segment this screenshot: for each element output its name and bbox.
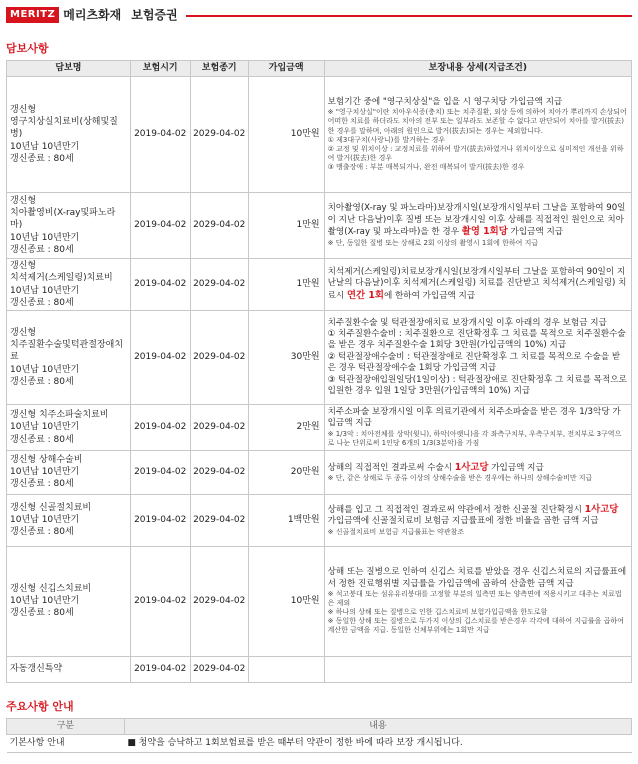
coverage-amount: 1만원 (248, 259, 324, 311)
coverage-name-line: 10년납 10년만기 (10, 364, 80, 375)
notice-header-row (7, 719, 632, 735)
coverage-name-line: 10년납 10년만기 (10, 285, 80, 296)
detail-note: ※ 단, 동일한 질병 또는 상해로 2회 이상의 촬영시 1회에 한하여 지급 (327, 238, 539, 247)
coverage-detail (324, 405, 631, 451)
coverage-name-line: 10년납 10년만기 (10, 232, 80, 243)
detail-note: ※ "영구치상실"이란 치아우식증(충치) 또는 치주질환, 외상 등에 의하여 치아가 뿌리까지 손상되어 어떠한 치료를 하더라도 치아의 전부 또는 일부라도 보존할 수 없다고 판단되어 치아를 발거(拔去)한 경우를 말하며, 아래의 원인으로 발거(拔去)되는 경우는 제외합니다. (327, 108, 627, 135)
coverage-name-line: 갱신종료 : 80세 (10, 479, 74, 490)
detail-note: ※ 석고붕대 또는 섬유유리붕대를 고정할 부분의 일측면 또는 양측면에 적용시키고 대주는 치료법은 제외 (327, 589, 622, 608)
coverage-start-date: 2019-04-02 (130, 450, 190, 494)
coverage-name-line: 갱신형 치주소파술치료비 (10, 410, 109, 421)
coverage-detail (324, 656, 631, 682)
coverage-table (6, 60, 632, 683)
coverage-name-line: 10년납 10년만기 (10, 141, 80, 152)
coverage-name (7, 546, 131, 656)
detail-text: 상해 또는 질병으로 인하여 신깁스 치료를 받았을 경우 신깁스치료의 지급률표에서 정한 진료행위별 지급률을 가입금액에 곱하여 산출한 금액 지급 (327, 567, 627, 589)
coverage-end-date: 2029-04-02 (190, 259, 248, 311)
coverage-row (7, 259, 632, 311)
coverage-start-date: 2019-04-02 (130, 656, 190, 682)
coverage-start-date: 2019-04-02 (130, 494, 190, 546)
coverage-row (7, 656, 632, 682)
coverage-row (7, 77, 632, 193)
detail-text: 보험기간 중에 "영구치상실"을 입을 시 영구치당 가입금액 지급 (327, 97, 563, 107)
coverage-section-title: 담보사항 (6, 42, 49, 55)
coverage-start-date: 2019-04-02 (130, 193, 190, 259)
coverage-amount: 20만원 (248, 450, 324, 494)
col-header-start: 보험시기 (130, 61, 190, 77)
coverage-name-line: 갱신종료 : 80세 (10, 434, 74, 445)
coverage-name-line: 치아촬영비(X-ray및파노라마) (10, 208, 116, 231)
detail-highlight: 촬영 1회당 (461, 226, 508, 238)
coverage-start-date: 2019-04-02 (130, 259, 190, 311)
coverage-start-date: 2019-04-02 (130, 405, 190, 451)
col-header-end: 보험종기 (190, 61, 248, 77)
coverage-start-date: 2019-04-02 (130, 546, 190, 656)
coverage-detail (324, 494, 631, 546)
detail-text: 에 한하여 가입금액 지급 (383, 290, 476, 301)
header-divider (186, 15, 632, 17)
detail-text: 가입금액 지급 (488, 462, 544, 473)
coverage-name-line: 갱신종료 : 80세 (10, 153, 74, 164)
coverage-name (7, 450, 131, 494)
detail-text: 상해의 직접적인 결과로써 수술시 (327, 462, 455, 473)
coverage-row (7, 311, 632, 405)
coverage-end-date: 2029-04-02 (190, 311, 248, 405)
coverage-end-date: 2029-04-02 (190, 77, 248, 193)
coverage-name-line: 갱신형 (10, 328, 37, 339)
detail-highlight: 1사고당 (454, 461, 489, 473)
coverage-name-line: 10년납 10년만기 (10, 422, 80, 433)
coverage-name-line: 갱신형 (10, 105, 37, 116)
detail-paragraph (328, 267, 628, 302)
detail-text: 치주질환수술 및 턱관절장애치료 보장개시일 이후 아래의 경우 보험금 지급 (327, 317, 607, 328)
coverage-name-line: 10년납 10년만기 (10, 467, 80, 478)
coverage-start-date: 2019-04-02 (130, 311, 190, 405)
coverage-name-line: 갱신종료 : 80세 (10, 608, 74, 619)
detail-note: ① 제3대구치(사랑니)를 발거하는 경우 (327, 135, 446, 144)
coverage-name-line: 갱신형 신깁스치료비 (10, 584, 92, 595)
coverage-name-line: 자동갱신특약 (10, 664, 63, 675)
coverage-amount (248, 656, 324, 682)
notice-table (6, 718, 632, 753)
detail-text: 치주소파술 보장개시일 이후 의료기관에서 치주소파술을 받은 경우 1/3악당 가입금액 지급 (327, 407, 621, 429)
detail-note: ※ 신골절치료비 보험금 지급률표는 약관참조 (327, 527, 465, 536)
coverage-name-line: 갱신형 상해수술비 (10, 455, 83, 466)
coverage-detail (324, 259, 631, 311)
coverage-end-date: 2029-04-02 (190, 546, 248, 656)
detail-note: ※ 동일한 상해 또는 질병으로 두가지 이상의 깁스치료를 받은경우 각각에 대하여 지급률을 곱하여 계산한 금액을 지급. 동일한 신체부위에는 1회만 지급 (327, 617, 624, 635)
coverage-amount: 30만원 (248, 311, 324, 405)
coverage-name-line: 치석제거(스케일링)치료비 (10, 273, 113, 284)
coverage-end-date: 2029-04-02 (190, 494, 248, 546)
coverage-name-line: 갱신형 (10, 196, 37, 207)
notice-col-category: 구분 (7, 719, 125, 735)
coverage-name-line: 갱신종료 : 80세 (10, 376, 74, 387)
detail-note: ③ 맹출장애 : 부분 매복되거나, 완전 매복되어 발거(拔去)한 경우 (327, 162, 525, 171)
coverage-name-line: 갱신종료 : 80세 (10, 527, 74, 538)
coverage-start-date: 2019-04-02 (130, 77, 190, 193)
col-header-name: 담보명 (7, 61, 131, 77)
notice-section-title: 주요사항 안내 (6, 700, 74, 713)
coverage-detail (324, 77, 631, 193)
coverage-name (7, 656, 131, 682)
coverage-header-row (7, 61, 632, 77)
coverage-row (7, 494, 632, 546)
coverage-name-line: 갱신형 (10, 261, 37, 272)
coverage-row (7, 405, 632, 451)
coverage-name (7, 77, 131, 193)
detail-highlight: 1사고당 (584, 503, 619, 515)
detail-text: ① 치주질환수술비 : 치주질환으로 진단확정후 그 치료를 목적으로 치주질환수술을 받은 경우 치주질환수술 1회당 3만원(가입금액의 10%) 지급 (327, 329, 626, 351)
detail-note: ② 교정 및 위치이상 : 교정치료를 위하여 발거(拔去)하였거나 위치이상으로 심미적인 개선을 위하여 발거(拔去)한 경우 (327, 144, 624, 162)
detail-text: 치아촬영(X-ray 및 파노라마)보장개시일(보장개시일부터 그날을 포함하여 90일이 지난 다음날)이후 질병 또는 보장개시일 이후 상해를 직접적인 원인으로 치아촬영(X-ray 및 파노라마)을 한 경우 (327, 203, 626, 238)
coverage-name-line: 갱신종료 : 80세 (10, 244, 74, 255)
document-title: 보험증권 (131, 7, 178, 22)
coverage-name (7, 311, 131, 405)
coverage-name (7, 259, 131, 311)
detail-text: ③ 턱관절장애입원일당(1일이상) : 턱관절장애로 진단확정후 그 치료를 목적으로 입원한 경우 입원 1일당 3만원(가입금액의 10%) 지급 (327, 374, 627, 396)
notice-content: ■ 청약을 승낙하고 1회보험료를 받은 때부터 약관이 정한 바에 따라 보장 개시됩니다. (124, 735, 631, 753)
coverage-amount: 2만원 (248, 405, 324, 451)
coverage-detail (324, 546, 631, 656)
detail-paragraph (328, 462, 628, 474)
coverage-name-line: 10년납 10년만기 (10, 515, 80, 526)
detail-text: 가입금액에 신골절치료비 보험금 지급률표에 정한 비율을 곱한 금액 지급 (327, 516, 599, 527)
notice-category: 기본사항 안내 (7, 735, 125, 753)
col-header-detail: 보장내용 상세(지급조건) (324, 61, 631, 77)
coverage-amount: 10만원 (248, 546, 324, 656)
detail-text: 치석제거(스케일링)치료보장개시일(보장개시일부터 그날을 포함하여 90일이 지난날의 다음날)이후 치석제거(스케일링) 치료를 진단받고 치석제거(스케일링) 치료시 (327, 266, 627, 301)
detail-text: 상해를 입고 그 직접적인 결과로써 약관에서 정한 신골절 진단확정시 (327, 504, 585, 515)
coverage-name-line: 갱신종료 : 80세 (10, 297, 74, 308)
coverage-name (7, 405, 131, 451)
coverage-end-date: 2029-04-02 (190, 656, 248, 682)
coverage-end-date: 2029-04-02 (190, 405, 248, 451)
coverage-end-date: 2029-04-02 (190, 193, 248, 259)
detail-paragraph (328, 203, 628, 238)
detail-text: 가입금액 지급 (507, 227, 564, 238)
detail-note: ※ 하나의 상해 또는 질병으로 인한 깁스치료비 보험가입금액을 한도로함 (327, 608, 548, 617)
coverage-name (7, 494, 131, 546)
coverage-row (7, 193, 632, 259)
notice-col-content: 내용 (124, 719, 631, 735)
meritz-logo: MERITZ (6, 7, 59, 23)
notice-row (7, 735, 632, 753)
brand-name: 메리츠화재 (63, 7, 122, 22)
coverage-detail (324, 311, 631, 405)
coverage-detail (324, 193, 631, 259)
coverage-name-line: 영구치상실치료비(상해및질병) (10, 117, 118, 140)
page-header (6, 4, 632, 26)
coverage-amount: 10만원 (248, 77, 324, 193)
coverage-row (7, 450, 632, 494)
coverage-name (7, 193, 131, 259)
detail-text: ② 턱관절장애수술비 : 턱관절장애로 진단확정후 그 치료를 목적으로 수술을 받은 경우 턱관절장애수술 1회당 가입금액 지급 (327, 351, 621, 374)
coverage-row (7, 546, 632, 656)
coverage-end-date: 2029-04-02 (190, 450, 248, 494)
coverage-name-line: 10년납 10년만기 (10, 596, 80, 607)
detail-note: ※ 1/3악 : 치아전체를 상악(윗니), 하악(아랫니)을 각 좌측구치부, 우측구치부, 전치부로 3구역으로 나눈 단위로써 1인당 6개의 1/3(3분악)을 가짐 (327, 429, 622, 447)
coverage-amount: 1백만원 (248, 494, 324, 546)
coverage-amount: 1만원 (248, 193, 324, 259)
col-header-amount: 가입금액 (248, 61, 324, 77)
detail-note: ※ 단, 같은 상해로 두 종류 이상의 상해수술을 받은 경우에는 하나의 상해수술비만 지급 (327, 474, 593, 483)
coverage-detail (324, 450, 631, 494)
detail-highlight: 연간 1회 (346, 289, 384, 301)
detail-paragraph (328, 504, 628, 528)
coverage-name-line: 갱신형 신골절치료비 (10, 503, 92, 514)
coverage-name-line: 치주질환수술및턱관절장애치료 (10, 340, 124, 363)
